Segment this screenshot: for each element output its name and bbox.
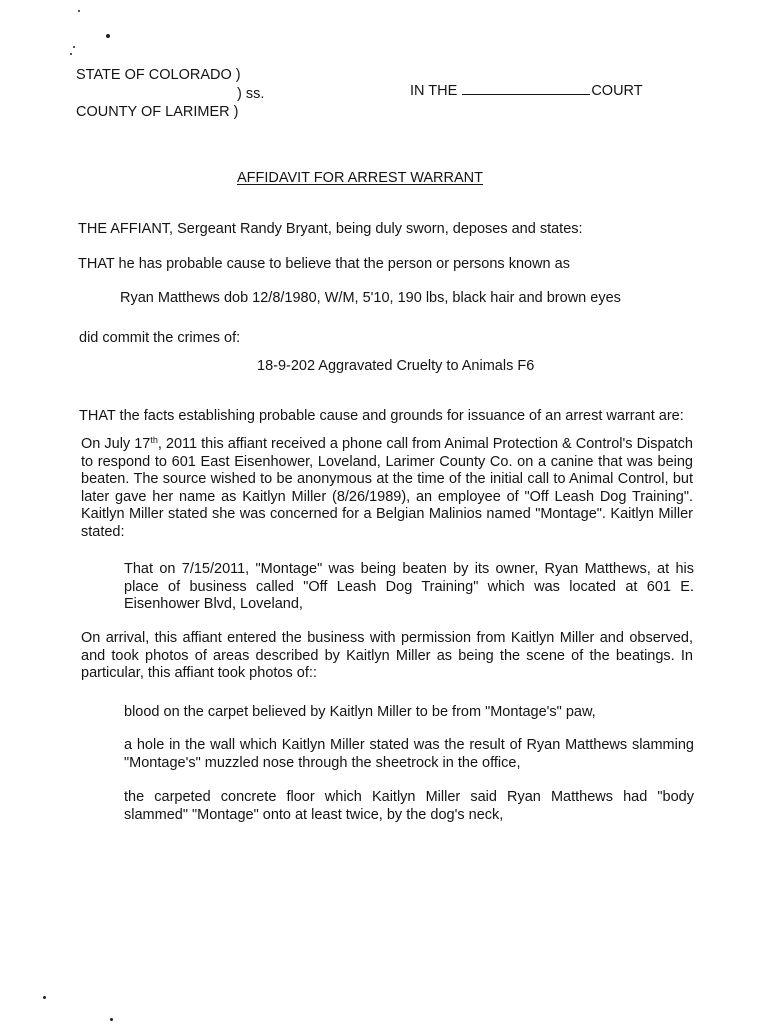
narrative-paragraph-1 bbox=[81, 436, 693, 541]
narrative-p1-superscript: th bbox=[150, 435, 158, 445]
narrative-p1-rest: , 2011 this affiant received a phone call from Animal Protection & Control's Dispatch to respond to 601 East Eisenhower, Loveland, Larimer County Co. on a canine that was being beaten. The source wished to be anonymous at the time of the initial call to Animal Control, but later gave her name as Kaitlyn Miller (8/26/1989), an employee of "Off Leash Dog Training". Kaitlyn Miller stated she was concerned for a Belgian Malinios named "Montage". Kaitlyn Miller stated: bbox=[81, 436, 693, 540]
scan-speck bbox=[43, 996, 46, 999]
photo-item-2: a hole in the wall which Kaitlyn Miller stated was the result of Ryan Matthews slamming "Montage's" muzzled nose through the sheetrock in the office, bbox=[124, 737, 694, 771]
scan-speck bbox=[70, 53, 72, 55]
court-prefix: IN THE bbox=[410, 83, 458, 99]
court-suffix: COURT bbox=[591, 83, 643, 99]
affiant-line: THE AFFIANT, Sergeant Randy Bryant, being duly sworn, deposes and states: bbox=[78, 221, 583, 237]
document-title: AFFIDAVIT FOR ARREST WARRANT bbox=[237, 170, 483, 186]
narrative-p1-start: On July 17 bbox=[81, 436, 151, 452]
court-name-blank bbox=[462, 80, 590, 95]
suspect-description: Ryan Matthews dob 12/8/1980, W/M, 5'10, 190 lbs, black hair and brown eyes bbox=[120, 290, 621, 306]
caption-county: COUNTY OF LARIMER ) bbox=[76, 104, 239, 120]
photo-item-1: blood on the carpet believed by Kaitlyn Miller to be from "Montage's" paw, bbox=[124, 704, 596, 720]
scan-speck bbox=[78, 10, 80, 12]
witness-statement-quote: That on 7/15/2011, "Montage" was being beaten by its owner, Ryan Matthews, at his place of business called "Off Leash Dog Training" which was located at 601 E. Eisenhower Blvd, Loveland, bbox=[124, 561, 694, 612]
caption-state: STATE OF COLORADO ) bbox=[76, 67, 241, 83]
scan-speck bbox=[110, 1018, 113, 1021]
charge-line: 18-9-202 Aggravated Cruelty to Animals F6 bbox=[257, 358, 535, 374]
scan-speck bbox=[106, 34, 110, 38]
court-heading bbox=[410, 80, 643, 99]
probable-cause-line: THAT he has probable cause to believe that the person or persons known as bbox=[78, 256, 570, 272]
crimes-intro: did commit the crimes of: bbox=[79, 330, 241, 346]
photo-item-3: the carpeted concrete floor which Kaitlyn Miller said Ryan Matthews had "body slammed" "Montage" onto at least twice, by the dog's neck, bbox=[124, 789, 694, 823]
facts-intro: THAT the facts establishing probable cause and grounds for issuance of an arrest warrant are: bbox=[79, 408, 684, 424]
narrative-paragraph-2: On arrival, this affiant entered the business with permission from Kaitlyn Miller and observed, and took photos of areas described by Kaitlyn Miller as being the scene of the beatings. In particular, this affiant took photos of:: bbox=[81, 630, 693, 681]
scan-speck bbox=[73, 46, 75, 48]
caption-ss: ) ss. bbox=[237, 86, 265, 102]
